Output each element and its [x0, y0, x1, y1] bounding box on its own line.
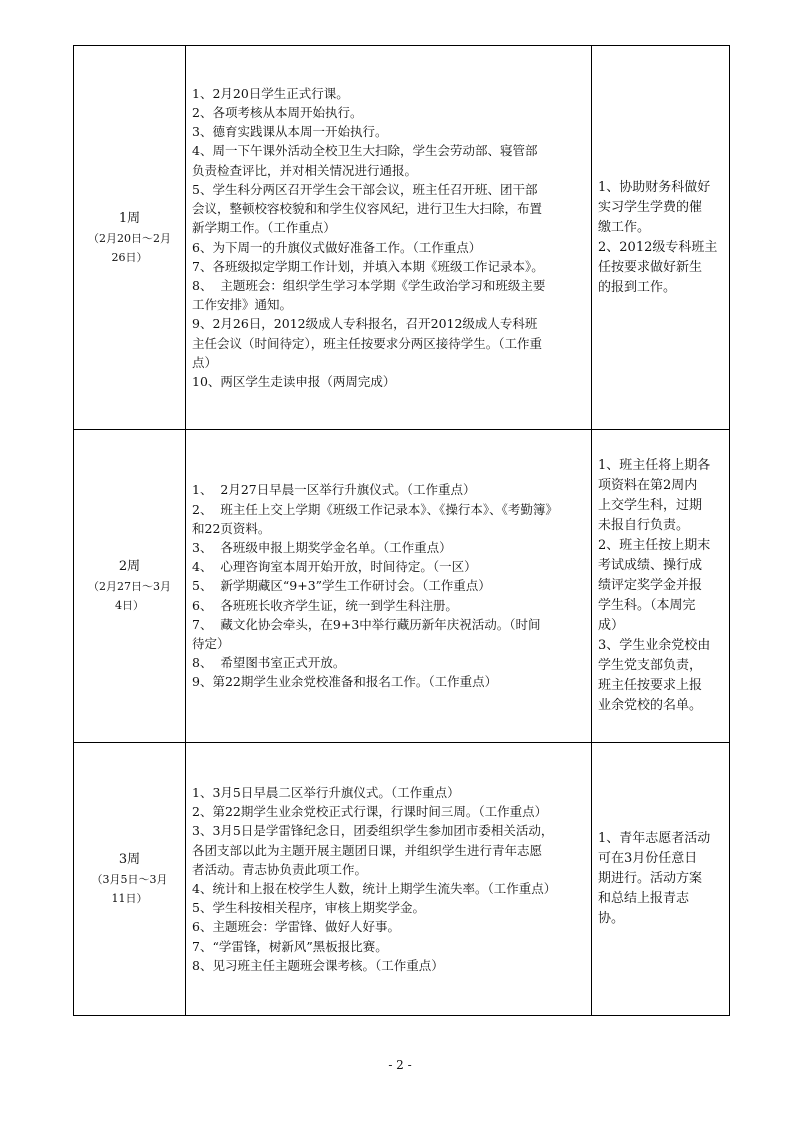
notes-cell — [592, 46, 730, 430]
note-line: 实习学生学费的催 — [598, 199, 703, 215]
task-line: 4、 心理咨询室本周开始开放，时间待定。（一区） — [192, 559, 477, 575]
task-line: 9、第22期学生业余党校准备和报名工作。（工作重点） — [192, 674, 498, 690]
note-line: 学生科。（本周完 — [598, 598, 696, 613]
note-line: 可在3月份任意日 — [598, 851, 698, 866]
task-line: 8、 希望图书室正式开放。 — [192, 655, 346, 671]
task-line: 1、3月5日早晨二区举行升旗仪式。（工作重点） — [192, 784, 460, 800]
tasks-cell — [186, 430, 592, 743]
task-line: 4、周一下午课外活动全校卫生大扫除，学生会劳动部、寝管部 — [192, 143, 538, 159]
tasks-cell — [186, 743, 592, 1016]
task-line: 2、各项考核从本周开始执行。 — [192, 105, 363, 121]
page-number: - 2 - — [388, 1058, 412, 1072]
task-line: 会议，整顿校容校貌和和学生仪容风纪，进行卫生大扫除，布置 — [192, 201, 543, 217]
week-dates-line: （2月20日～2月 — [88, 231, 171, 245]
work-plan-table — [73, 45, 730, 1016]
note-line: 学生党支部负责， — [598, 658, 703, 673]
task-line: 4、统计和上报在校学生人数，统计上期学生流失率。（工作重点） — [192, 881, 557, 896]
task-line: 3、德育实践课从本周一开始执行。 — [192, 124, 388, 140]
week-dates-line: （2月27日～3月 — [88, 580, 171, 593]
task-line: 新学期工作。（工作重点） — [192, 220, 336, 236]
note-line: 绩评定奖学金并报 — [598, 578, 703, 593]
task-line: 6、为下周一的升旗仪式做好准备工作。（工作重点） — [192, 239, 482, 255]
note-line: 1、协助财务科做好 — [598, 179, 711, 195]
week-label: 3周 — [118, 852, 141, 867]
notes-cell — [592, 430, 730, 743]
week-row-1 — [74, 46, 730, 430]
task-line: 3、 各班级申报上期奖学金名单。（工作重点） — [192, 539, 452, 555]
week-cell — [74, 46, 186, 430]
week-dates-line: 11日） — [111, 892, 148, 905]
task-line: 8、见习班主任主题班会课考核。（工作重点） — [192, 957, 444, 973]
task-line: 6、 各班班长收齐学生证，统一到学生科注册。 — [192, 597, 458, 613]
notes-cell — [592, 743, 730, 1016]
note-line: 成） — [598, 618, 625, 633]
task-line: 3、3月5日是学雷锋纪念日，团委组织学生参加团市委相关活动， — [192, 823, 554, 839]
note-line: 3、学生业余党校由 — [598, 638, 711, 653]
note-line: 协。 — [598, 911, 625, 926]
task-line: 负责检查评比，并对相关情况进行通报。 — [192, 162, 418, 178]
note-line: 期进行。活动方案 — [598, 871, 703, 886]
week-dates-line: （3月5日～3月 — [91, 873, 168, 886]
note-line: 班主任按要求上报 — [598, 678, 703, 693]
task-line: 1、2月20日学生正式行课。 — [192, 85, 349, 101]
note-line: 2、班主任按上期末 — [598, 538, 711, 553]
note-line: 和总结上报青志 — [598, 891, 690, 906]
task-line: 10、两区学生走读申报（两周完成） — [192, 373, 396, 389]
note-line: 上交学生科，过期 — [598, 498, 703, 513]
task-line: 7、“学雷锋，树新风”黑板报比赛。 — [192, 938, 388, 954]
task-line: 和22页资料。 — [192, 520, 271, 536]
week-cell — [74, 430, 186, 743]
task-line: 主任会议（时间待定），班主任按要求分两区接待学生。（工作重 — [192, 335, 543, 351]
task-line: 7、 藏文化协会牵头，在9+3中举行藏历新年庆祝活动。（时间 — [192, 616, 541, 632]
task-line: 5、学生科按相关程序，审核上期奖学金。 — [192, 900, 425, 916]
note-line: 1、班主任将上期各 — [598, 458, 711, 473]
task-line: 6、主题班会：学雷锋、做好人好事。 — [192, 919, 400, 935]
note-line: 考试成绩、操行成 — [598, 558, 703, 573]
note-line: 项资料在第2周内 — [598, 478, 698, 493]
task-line: 5、 新学期藏区“9+3”学生工作研讨会。（工作重点） — [192, 578, 491, 594]
task-line: 点） — [192, 354, 218, 370]
week-cell — [74, 743, 186, 1016]
task-line: 2、第22期学生业余党校正式行课，行课时间三周。（工作重点） — [192, 804, 548, 820]
task-line: 5、学生科分两区召开学生会干部会议，班主任召开班、团干部 — [192, 181, 538, 197]
note-line: 未报自行负责。 — [598, 518, 690, 533]
week-label: 1周 — [118, 210, 141, 226]
week-dates-line: 4日） — [115, 599, 144, 612]
week-label: 2周 — [118, 559, 141, 574]
note-line: 1、青年志愿者活动 — [598, 831, 711, 846]
task-line: 者活动。青志协负责此项工作。 — [192, 861, 368, 877]
week-row-2 — [74, 430, 730, 743]
task-line: 9、2月26日，2012级成人专科报名，召开2012级成人专科班 — [192, 316, 538, 332]
note-line: 2、2012级专科班主 — [598, 239, 718, 255]
task-line: 各团支部以此为主题开展主题团日课，并组织学生进行青年志愿 — [192, 842, 543, 858]
note-line: 任按要求做好新生 — [598, 259, 703, 275]
week-row-3 — [74, 743, 730, 1016]
week-dates-line: 26日） — [111, 250, 148, 264]
note-line: 的报到工作。 — [598, 279, 677, 295]
note-line: 缴工作。 — [598, 219, 651, 235]
tasks-cell — [186, 46, 592, 430]
task-line: 工作安排》通知。 — [192, 297, 293, 313]
task-line: 1、 2月27日早晨一区举行升旗仪式。（工作重点） — [192, 482, 476, 498]
task-line: 2、 班主任上交上学期《班级工作记录本》、《操行本》、《考勤簿》 — [192, 501, 558, 517]
note-line: 业余党校的名单。 — [598, 698, 703, 713]
task-line: 待定） — [192, 636, 230, 651]
task-line: 7、各班级拟定学期工作计划，并填入本期《班级工作记录本》。 — [192, 258, 544, 274]
task-line: 8、 主题班会：组织学生学习本学期《学生政治学习和班级主要 — [192, 277, 546, 293]
